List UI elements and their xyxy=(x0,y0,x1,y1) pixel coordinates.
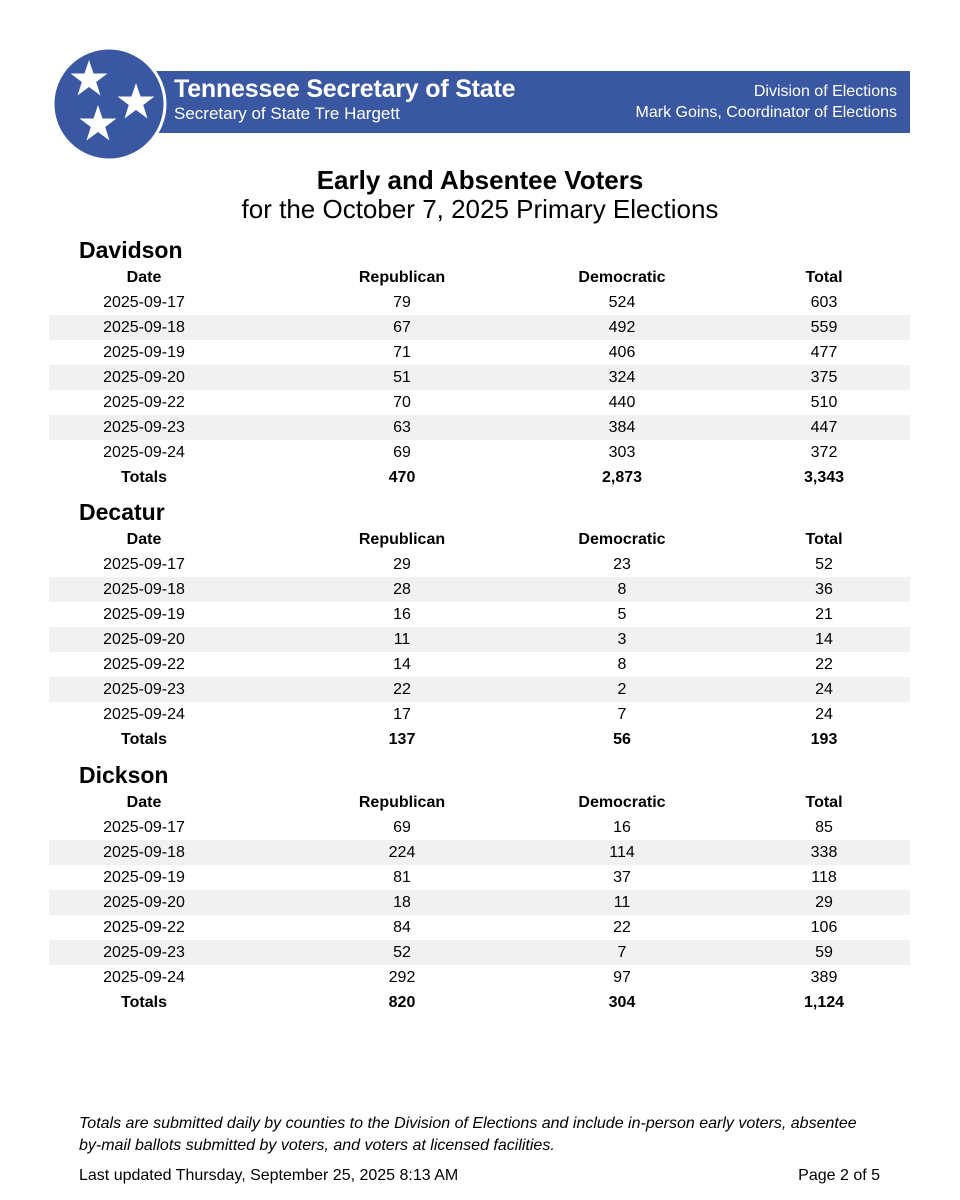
table-row-cell: 2025-09-23 xyxy=(103,944,185,961)
totals-row-cell: Totals xyxy=(121,469,167,486)
table-row-cell: 36 xyxy=(815,581,833,598)
table-row-cell: 2025-09-17 xyxy=(103,294,185,311)
table-row-cell: 37 xyxy=(613,869,631,886)
table-row xyxy=(49,365,910,390)
table-row-cell: 16 xyxy=(393,606,411,623)
table-row xyxy=(49,965,910,990)
table-row-cell: 84 xyxy=(393,919,411,936)
county-name: Decatur xyxy=(79,499,165,525)
table-row-cell: 85 xyxy=(815,819,833,836)
table-row-cell: 338 xyxy=(810,844,838,861)
table-row xyxy=(49,602,910,627)
table-row-cell: 2025-09-23 xyxy=(103,419,185,436)
totals-row-cell: 56 xyxy=(613,731,631,748)
table-row-cell: 2025-09-24 xyxy=(103,706,185,723)
org-title: Tennessee Secretary of State xyxy=(174,75,516,103)
table-row-cell: 24 xyxy=(815,681,833,698)
table-row-cell: 7 xyxy=(617,706,627,723)
table-row-cell: 2025-09-20 xyxy=(103,631,185,648)
table-row xyxy=(49,340,910,365)
division-name: Division of Elections xyxy=(753,83,897,100)
table-row-cell: 11 xyxy=(613,894,631,911)
totals-row-cell: Totals xyxy=(121,731,167,748)
table-header xyxy=(49,265,910,290)
table-row-cell: 2025-09-20 xyxy=(103,369,185,386)
table-row xyxy=(49,552,910,577)
county-table xyxy=(49,237,910,515)
table-row-cell: 14 xyxy=(393,656,411,673)
table-row-cell: 389 xyxy=(810,969,838,986)
footnote: Totals are submitted daily by counties to the Division of Elections and include in-person early voters, absentee by-mail ballots submitted by voters, and voters at licensed facilities. xyxy=(79,1115,857,1154)
table-row-cell: 224 xyxy=(388,844,416,861)
table-row xyxy=(49,940,910,965)
table-header-cell: Date xyxy=(126,794,162,811)
table-row-cell: 492 xyxy=(608,319,636,336)
totals-row-cell: 193 xyxy=(810,731,838,748)
table-row-cell: 24 xyxy=(815,706,833,723)
table-row-cell: 81 xyxy=(393,869,411,886)
table-row-cell: 114 xyxy=(609,844,635,861)
table-row-cell: 29 xyxy=(815,894,833,911)
table-row-cell: 447 xyxy=(810,419,838,436)
table-header-cell: Republican xyxy=(358,269,446,286)
table-header-cell: Democratic xyxy=(578,269,666,286)
table-header-cell: Republican xyxy=(358,531,446,548)
table-row-cell: 559 xyxy=(810,319,838,336)
table-row-cell: 14 xyxy=(815,631,833,648)
table-row xyxy=(49,415,910,440)
table-row xyxy=(49,390,910,415)
table-row-cell: 2025-09-22 xyxy=(103,656,185,673)
table-row xyxy=(49,890,910,915)
table-row-cell: 2025-09-20 xyxy=(103,894,185,911)
table-row xyxy=(49,865,910,890)
table-row-cell: 23 xyxy=(613,556,631,573)
table-row-cell: 22 xyxy=(815,656,833,673)
table-row-cell: 2025-09-19 xyxy=(103,869,185,886)
page-title: Early and Absentee Voters xyxy=(316,165,644,195)
table-row xyxy=(49,840,910,865)
table-row-cell: 5 xyxy=(617,606,627,623)
table-row-cell: 292 xyxy=(388,969,416,986)
county-table xyxy=(49,499,910,777)
totals-row-cell: 137 xyxy=(388,731,416,748)
totals-row-cell: 1,124 xyxy=(803,994,845,1011)
table-row-cell: 3 xyxy=(617,631,627,648)
table-row xyxy=(49,577,910,602)
table-row xyxy=(49,315,910,340)
table-row-cell: 375 xyxy=(810,369,838,386)
table-row xyxy=(49,815,910,840)
table-row-cell: 2025-09-17 xyxy=(103,819,185,836)
county-table xyxy=(49,762,910,1040)
table-row-cell: 2025-09-18 xyxy=(103,319,185,336)
totals-row xyxy=(49,727,910,752)
totals-row-cell: 2,873 xyxy=(601,469,643,486)
county-name: Dickson xyxy=(79,762,169,788)
table-row-cell: 8 xyxy=(617,656,627,673)
table-row-cell: 440 xyxy=(608,394,636,411)
table-row-cell: 16 xyxy=(613,819,631,836)
county-name: Davidson xyxy=(79,237,183,263)
coordinator-name: Mark Goins, Coordinator of Elections xyxy=(635,104,897,121)
table-row-cell: 384 xyxy=(608,419,636,436)
table-row xyxy=(49,290,910,315)
table-header xyxy=(49,527,910,552)
table-row-cell: 2025-09-24 xyxy=(103,444,185,461)
table-row-cell: 52 xyxy=(393,944,411,961)
table-header-cell: Republican xyxy=(358,794,446,811)
table-row-cell: 2025-09-24 xyxy=(103,969,185,986)
table-row-cell: 97 xyxy=(613,969,631,986)
org-subtitle: Secretary of State Tre Hargett xyxy=(174,104,400,123)
table-row-cell: 7 xyxy=(617,944,627,961)
page-number: Page 2 of 5 xyxy=(798,1167,880,1184)
table-row xyxy=(49,915,910,940)
table-header xyxy=(49,790,910,815)
table-header-cell: Total xyxy=(805,531,843,548)
totals-row xyxy=(49,990,910,1015)
table-header-cell: Total xyxy=(805,794,843,811)
table-row-cell: 28 xyxy=(393,581,411,598)
table-row-cell: 22 xyxy=(393,681,411,698)
table-row-cell: 603 xyxy=(810,294,838,311)
table-row-cell: 21 xyxy=(815,606,833,623)
table-row-cell: 63 xyxy=(393,419,411,436)
table-row-cell: 303 xyxy=(608,444,636,461)
table-row-cell: 372 xyxy=(810,444,838,461)
table-row xyxy=(49,652,910,677)
table-row-cell: 2025-09-17 xyxy=(103,556,185,573)
table-row-cell: 8 xyxy=(617,581,627,598)
table-row-cell: 69 xyxy=(393,819,411,836)
table-header-cell: Democratic xyxy=(578,794,666,811)
table-row-cell: 2025-09-19 xyxy=(103,606,185,623)
totals-row xyxy=(49,465,910,490)
table-header-cell: Democratic xyxy=(578,531,666,548)
table-row-cell: 118 xyxy=(811,869,837,886)
table-row-cell: 106 xyxy=(810,919,838,936)
table-row-cell: 11 xyxy=(393,631,411,648)
table-row-cell: 2025-09-22 xyxy=(103,919,185,936)
table-header-cell: Total xyxy=(805,269,843,286)
table-row-cell: 2025-09-23 xyxy=(103,681,185,698)
table-row-cell: 406 xyxy=(608,344,636,361)
three-stars-seal-icon xyxy=(50,45,168,163)
table-row-cell: 17 xyxy=(393,706,411,723)
table-header-cell: Date xyxy=(126,531,162,548)
table-row-cell: 71 xyxy=(393,344,411,361)
table-row-cell: 2025-09-18 xyxy=(103,844,185,861)
table-row xyxy=(49,677,910,702)
totals-row-cell: 3,343 xyxy=(803,469,845,486)
table-header-cell: Date xyxy=(126,269,162,286)
totals-row-cell: 304 xyxy=(608,994,636,1011)
table-row-cell: 2 xyxy=(617,681,627,698)
table-row-cell: 70 xyxy=(393,394,411,411)
table-row-cell: 52 xyxy=(815,556,833,573)
table-row-cell: 2025-09-19 xyxy=(103,344,185,361)
table-row-cell: 477 xyxy=(810,344,838,361)
table-row-cell: 69 xyxy=(393,444,411,461)
last-updated: Last updated Thursday, September 25, 2025 8:13 AM xyxy=(79,1167,459,1184)
totals-row-cell: 820 xyxy=(388,994,416,1011)
table-row-cell: 59 xyxy=(815,944,833,961)
table-row-cell: 2025-09-22 xyxy=(103,394,185,411)
table-row-cell: 51 xyxy=(393,369,411,386)
totals-row-cell: Totals xyxy=(121,994,167,1011)
table-row-cell: 324 xyxy=(608,369,636,386)
page-subtitle: for the October 7, 2025 Primary Elections xyxy=(241,194,719,224)
table-row-cell: 2025-09-18 xyxy=(103,581,185,598)
table-row-cell: 29 xyxy=(393,556,411,573)
table-row-cell: 18 xyxy=(393,894,411,911)
table-row-cell: 67 xyxy=(393,319,411,336)
table-row xyxy=(49,702,910,727)
totals-row-cell: 470 xyxy=(388,469,416,486)
table-row xyxy=(49,627,910,652)
table-row-cell: 79 xyxy=(393,294,411,311)
table-row xyxy=(49,440,910,465)
table-row-cell: 524 xyxy=(608,294,636,311)
table-row-cell: 22 xyxy=(613,919,631,936)
table-row-cell: 510 xyxy=(810,394,838,411)
